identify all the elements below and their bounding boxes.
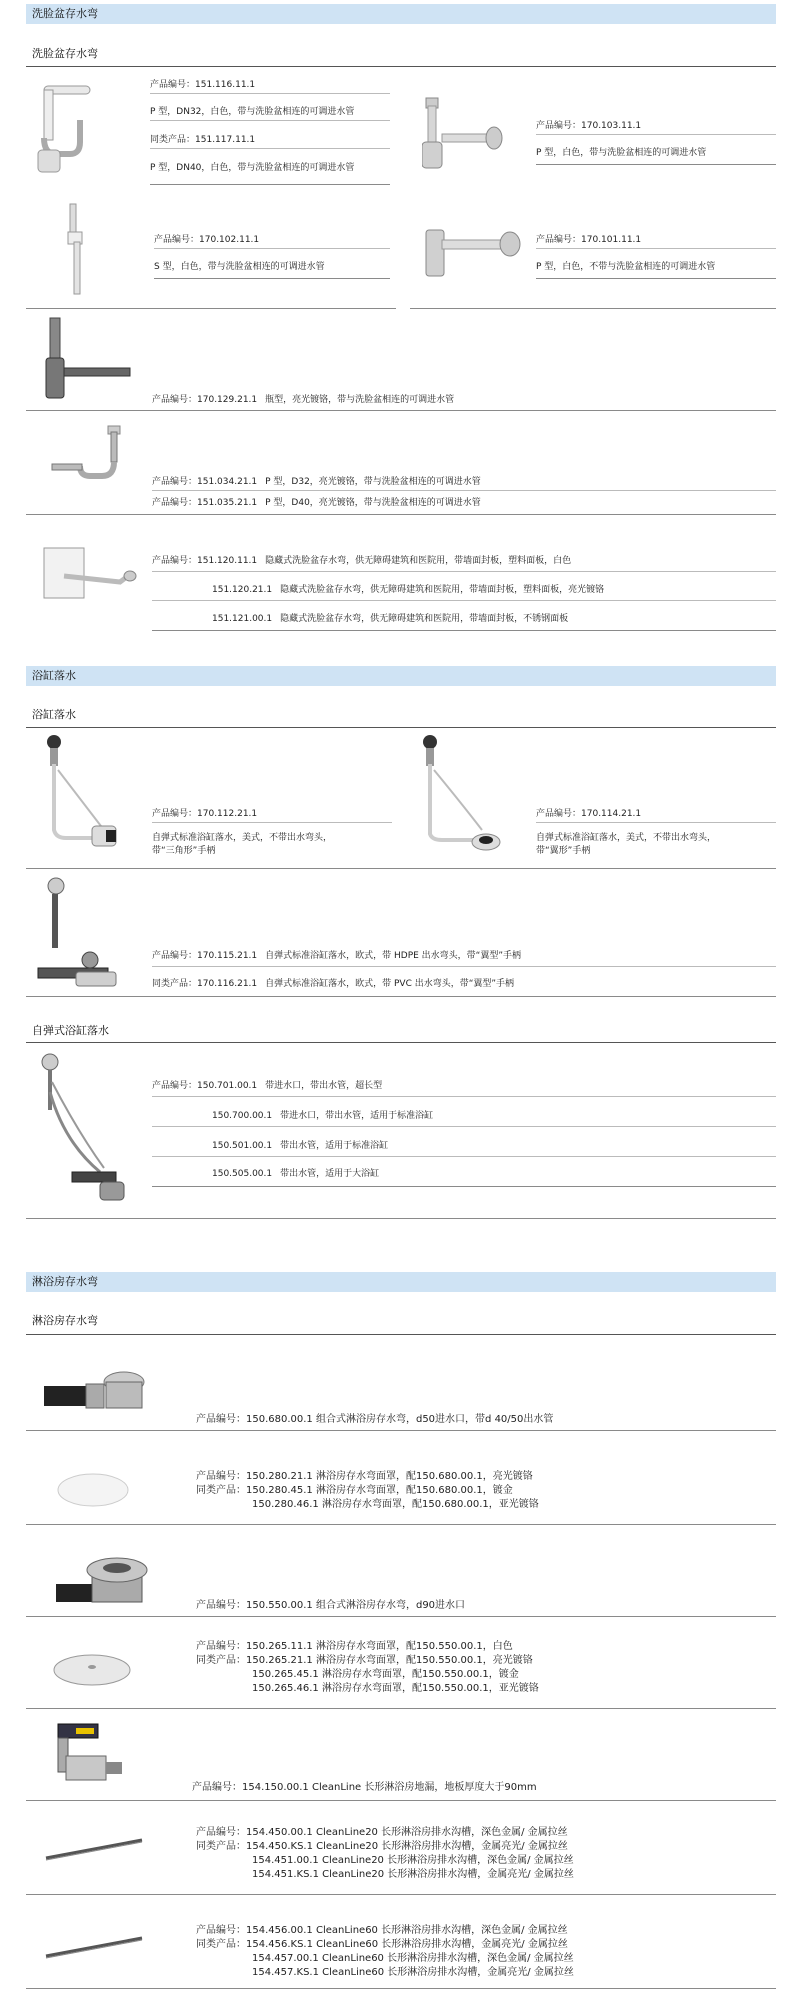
label-code: 产品编号： <box>150 80 196 90</box>
product-code: 150.501.00.1 <box>212 1141 273 1151</box>
label-code: 产品编号： <box>536 121 582 131</box>
divider <box>26 410 776 411</box>
product-code: 151.117.11.1 <box>195 135 256 145</box>
divider <box>150 93 390 94</box>
cleanline60-channel-image <box>44 1934 144 1960</box>
divider <box>26 1334 776 1335</box>
divider <box>152 966 776 967</box>
product-desc: P 型，DN32，白色，带与洗脸盆相连的可调进水管 <box>150 107 355 117</box>
divider <box>26 727 776 728</box>
divider <box>26 1894 776 1895</box>
divider <box>152 1096 776 1097</box>
s-trap-white-image <box>64 202 94 298</box>
divider <box>26 1988 776 1989</box>
product-code: 170.129.21.1 <box>197 395 258 405</box>
cleanline20-channel-image <box>44 1836 144 1862</box>
product-line: 150.280.46.1 淋浴房存水弯面罩，配150.680.00.1，亚光镀铬 <box>252 1499 539 1510</box>
label-code: 产品编号： <box>152 556 198 566</box>
product-line: 同类产品：154.456.KS.1 CleanLine60 长形淋浴房排水沟槽，金属亮光/ 金属拉丝 <box>196 1939 568 1950</box>
divider <box>150 148 390 149</box>
product-desc: P 型，白色，带与洗脸盆相连的可调进水管 <box>536 148 707 158</box>
divider <box>26 868 776 869</box>
divider <box>536 134 776 135</box>
divider <box>536 248 776 249</box>
shower-trap-cover-image <box>56 1470 130 1510</box>
product-desc: 带“三角形”手柄 <box>152 846 216 856</box>
label-code: 产品编号： <box>154 235 200 245</box>
product-desc: 隐藏式洗脸盆存水弯，供无障碍建筑和医院用，带墙面封板，塑料面板，白色 <box>265 556 572 566</box>
product-desc: 带进水口，带出水管，超长型 <box>265 1081 383 1091</box>
product-code: 151.116.11.1 <box>195 80 256 90</box>
divider <box>26 1430 776 1431</box>
divider <box>152 1186 776 1187</box>
product-desc: P 型，白色，不带与洗脸盆相连的可调进水管 <box>536 262 716 272</box>
product-desc: 自弹式标准浴缸落水，欧式，带 HDPE 出水弯头，带“翼型”手柄 <box>265 951 522 961</box>
bath-waste-triangle-handle-image <box>44 734 126 862</box>
label-code: 产品编号： <box>152 951 198 961</box>
divider <box>152 600 776 601</box>
product-desc: 自弹式标准浴缸落水，欧式，带 PVC 出水弯头，带“翼型”手柄 <box>265 979 515 989</box>
bottle-trap-chrome-image <box>44 316 134 406</box>
divider <box>536 164 776 165</box>
label-similar: 同类产品： <box>150 135 196 145</box>
divider <box>26 1218 776 1219</box>
popup-bath-waste-image <box>38 1052 134 1212</box>
bath-waste-euro-image <box>36 876 128 996</box>
product-desc: 自弹式标准浴缸落水，美式，不带出水弯头， <box>152 833 333 843</box>
product-desc: 自弹式标准浴缸落水，美式，不带出水弯头， <box>536 833 717 843</box>
subsection-title-shower: 淋浴房存水弯 <box>32 1314 98 1327</box>
product-code: 170.112.21.1 <box>197 809 258 819</box>
product-line: 产品编号：150.280.21.1 淋浴房存水弯面罩，配150.680.00.1，亮光镀铬 <box>196 1471 533 1482</box>
divider <box>26 996 776 997</box>
divider <box>152 1126 776 1127</box>
concealed-trap-image <box>42 546 138 602</box>
product-code: 170.103.11.1 <box>581 121 642 131</box>
product-desc: 带出水管，适用于标准浴缸 <box>280 1141 389 1151</box>
product-line: 154.451.00.1 CleanLine20 长形淋浴房排水沟槽，深色金属/ 金属拉丝 <box>252 1855 574 1866</box>
product-line: 产品编号：154.150.00.1 CleanLine 长形淋浴房地漏，地板厚度大于90mm <box>192 1782 537 1793</box>
product-lines <box>196 1640 539 1696</box>
subsection-title-basin: 洗脸盆存水弯 <box>32 47 98 60</box>
product-line: 产品编号：150.550.00.1 组合式淋浴房存水弯，d90进水口 <box>196 1600 466 1611</box>
shower-trap-d50-image <box>40 1366 146 1422</box>
divider <box>26 514 776 515</box>
product-line: 产品编号：154.450.00.1 CleanLine20 长形淋浴房排水沟槽，深色金属/ 金属拉丝 <box>196 1827 568 1838</box>
divider <box>536 278 776 279</box>
divider <box>152 822 392 823</box>
label-similar: 同类产品： <box>152 979 198 989</box>
product-desc: 带“翼形”手柄 <box>536 846 591 856</box>
divider <box>26 66 776 67</box>
divider <box>26 1708 776 1709</box>
divider <box>154 248 390 249</box>
product-line: 产品编号：154.456.00.1 CleanLine60 长形淋浴房排水沟槽，深色金属/ 金属拉丝 <box>196 1925 568 1936</box>
product-code: 170.102.11.1 <box>199 235 260 245</box>
subsection-title-popup: 自弹式浴缸落水 <box>32 1024 109 1037</box>
p-trap-white-image <box>422 96 512 170</box>
product-desc: P 型，D40，亮光镀铬，带与洗脸盆相连的可调进水管 <box>265 498 481 508</box>
divider <box>26 1616 776 1617</box>
p-trap-white-image <box>36 80 98 174</box>
product-line: 产品编号：150.680.00.1 组合式淋浴房存水弯，d50进水口，带d 40/50出水管 <box>196 1414 554 1425</box>
divider <box>152 630 776 631</box>
label-code: 产品编号： <box>536 235 582 245</box>
product-code: 150.701.00.1 <box>197 1081 258 1091</box>
label-code: 产品编号： <box>152 395 198 405</box>
product-code: 170.114.21.1 <box>581 809 642 819</box>
divider <box>26 1042 776 1043</box>
p-trap-chrome-image <box>50 424 126 500</box>
product-line: 150.265.45.1 淋浴房存水弯面罩，配150.550.00.1，镀金 <box>252 1669 519 1680</box>
divider <box>152 1156 776 1157</box>
product-desc: P 型，D32，亮光镀铬，带与洗脸盆相连的可调进水管 <box>265 477 481 487</box>
product-desc: 瓶型，亮光镀铬，带与洗脸盆相连的可调进水管 <box>265 395 455 405</box>
cleanline-drain-image <box>52 1722 124 1790</box>
product-line: 154.457.KS.1 CleanLine60 长形淋浴房排水沟槽，金属亮光/ 金属拉丝 <box>252 1967 574 1978</box>
product-code: 170.101.11.1 <box>581 235 642 245</box>
product-lines <box>196 1826 574 1882</box>
product-line: 154.451.KS.1 CleanLine20 长形淋浴房排水沟槽，金属亮光/ 金属拉丝 <box>252 1869 574 1880</box>
shower-trap-cover-chrome-image <box>52 1650 132 1688</box>
label-code: 产品编号： <box>152 477 198 487</box>
section-header-bath: 浴缸落水 <box>26 666 776 686</box>
divider <box>154 278 390 279</box>
product-code: 150.505.00.1 <box>212 1169 273 1179</box>
divider <box>150 184 390 185</box>
divider <box>536 822 776 823</box>
product-line: 同类产品：150.280.45.1 淋浴房存水弯面罩，配150.680.00.1，镀金 <box>196 1485 513 1496</box>
product-code: 170.115.21.1 <box>197 951 258 961</box>
product-line: 同类产品：150.265.21.1 淋浴房存水弯面罩，配150.550.00.1，亮光镀铬 <box>196 1655 533 1666</box>
product-lines <box>196 1924 574 1980</box>
product-code: 170.116.21.1 <box>197 979 258 989</box>
label-code: 产品编号： <box>152 1081 198 1091</box>
divider <box>26 1524 776 1525</box>
product-desc: 带出水管，适用于大浴缸 <box>280 1169 380 1179</box>
product-line: 150.265.46.1 淋浴房存水弯面罩，配150.550.00.1，亚光镀铬 <box>252 1683 539 1694</box>
product-lines <box>196 1470 539 1512</box>
shower-trap-d90-image <box>52 1542 152 1612</box>
product-line: 同类产品：154.450.KS.1 CleanLine20 长形淋浴房排水沟槽，金属亮光/ 金属拉丝 <box>196 1841 568 1852</box>
product-desc: 隐藏式洗脸盆存水弯，供无障碍建筑和医院用，带墙面封板，不锈钢面板 <box>280 614 569 624</box>
product-line: 产品编号：150.265.11.1 淋浴房存水弯面罩，配150.550.00.1，白色 <box>196 1641 513 1652</box>
section-header-shower: 淋浴房存水弯 <box>26 1272 776 1292</box>
p-trap-white-image <box>424 226 528 282</box>
product-desc: 隐藏式洗脸盆存水弯，供无障碍建筑和医院用，带墙面封板，塑料面板，亮光镀铬 <box>280 585 605 595</box>
product-code: 151.120.21.1 <box>212 585 273 595</box>
bath-waste-wing-handle-image <box>412 734 512 862</box>
label-code: 产品编号： <box>536 809 582 819</box>
product-desc: 带进水口，带出水管，适用于标准浴缸 <box>280 1111 434 1121</box>
subsection-title-bath: 浴缸落水 <box>32 708 76 721</box>
divider <box>26 308 396 309</box>
product-code: 150.700.00.1 <box>212 1111 273 1121</box>
product-code: 151.035.21.1 <box>197 498 258 508</box>
section-header-basin: 洗脸盆存水弯 <box>26 4 776 24</box>
divider <box>152 571 776 572</box>
divider <box>26 1800 776 1801</box>
label-code: 产品编号： <box>152 809 198 819</box>
label-code: 产品编号： <box>152 498 198 508</box>
divider <box>410 308 776 309</box>
product-code: 151.121.00.1 <box>212 614 273 624</box>
product-code: 151.034.21.1 <box>197 477 258 487</box>
divider <box>152 490 776 491</box>
divider <box>150 120 390 121</box>
product-line: 154.457.00.1 CleanLine60 长形淋浴房排水沟槽，深色金属/ 金属拉丝 <box>252 1953 574 1964</box>
product-code: 151.120.11.1 <box>197 556 258 566</box>
product-desc: S 型，白色，带与洗脸盆相连的可调进水管 <box>154 262 325 272</box>
product-desc: P 型，DN40，白色，带与洗脸盆相连的可调进水管 <box>150 163 355 173</box>
